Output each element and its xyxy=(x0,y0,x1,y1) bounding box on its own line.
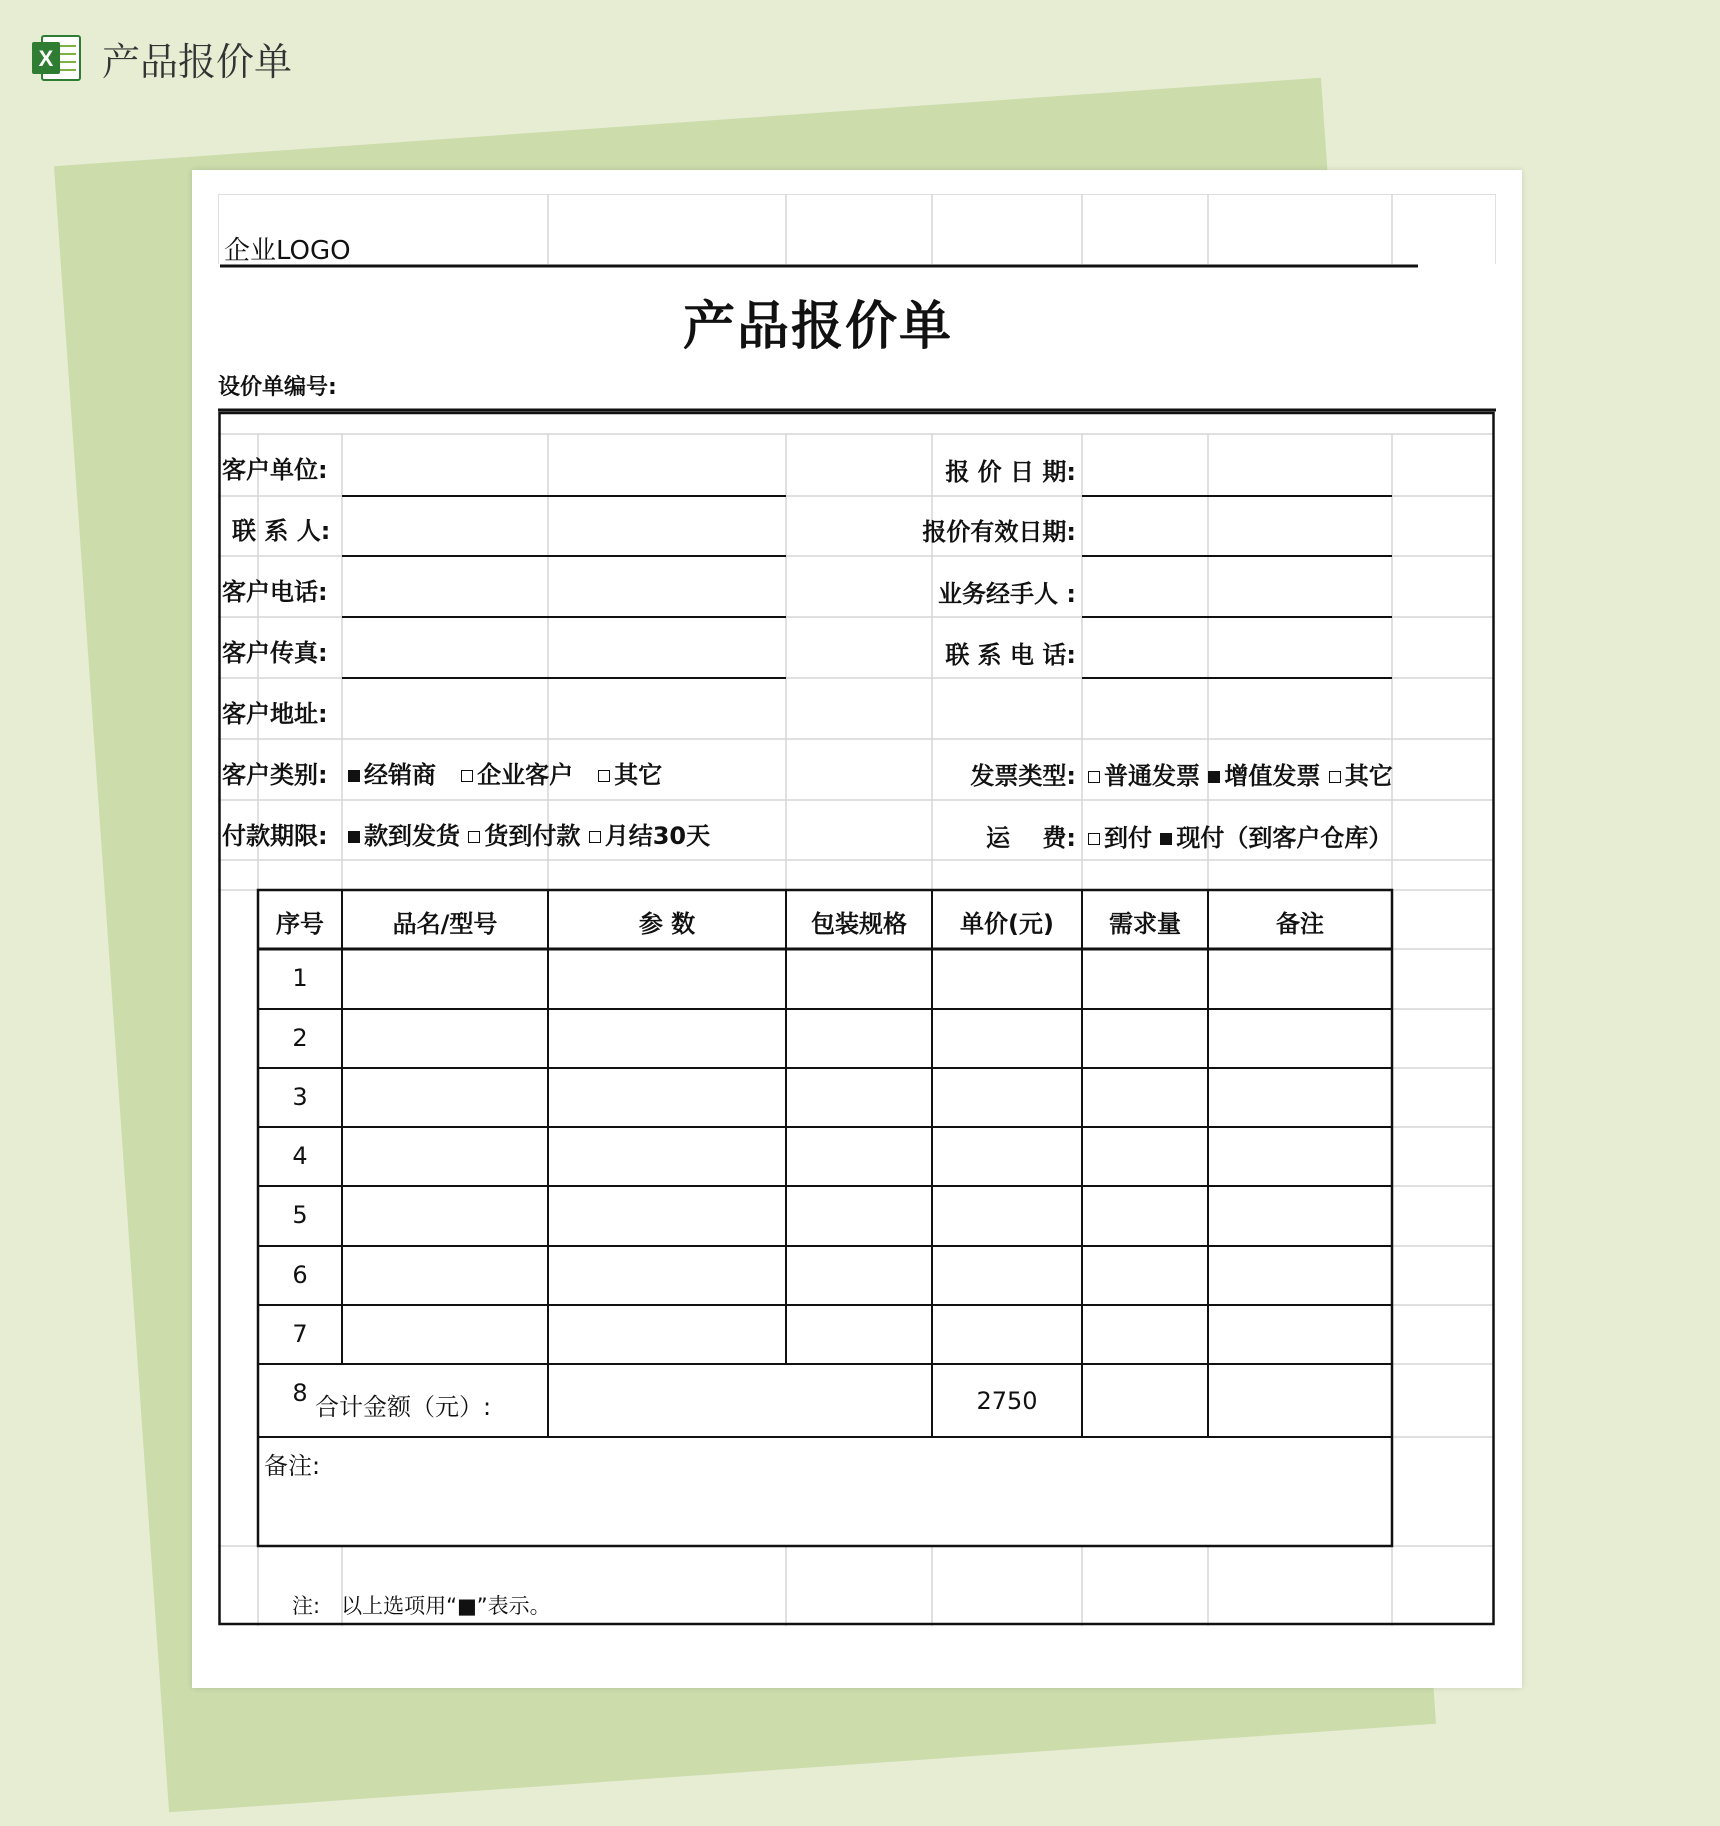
shipping-options xyxy=(1088,818,1392,853)
table-row-index: 8 xyxy=(292,1379,308,1407)
col-header-params: 参 数 xyxy=(638,910,696,938)
checkbox-other[interactable]: 其它 xyxy=(598,761,662,789)
quote-date-label: 报 价 日 期: xyxy=(945,458,1076,486)
contact-person-label: 联 系 人: xyxy=(232,517,331,545)
checkbox-vat-invoice[interactable]: 增值发票 xyxy=(1208,762,1320,790)
invoice-type-label: 发票类型: xyxy=(970,762,1076,790)
table-row-index: 2 xyxy=(292,1024,308,1052)
app-header xyxy=(28,28,292,88)
customer-company-label: 客户单位: xyxy=(222,456,328,484)
svg-text:X: X xyxy=(38,46,54,71)
unchecked-box-icon xyxy=(461,770,473,782)
customer-type-label: 客户类别: xyxy=(222,761,328,789)
payment-terms-label: 付款期限: xyxy=(222,822,328,850)
contact-phone-label: 联 系 电 话: xyxy=(945,641,1076,669)
checkbox-normal-invoice[interactable]: 普通发票 xyxy=(1088,762,1200,790)
table-row-index: 3 xyxy=(292,1083,308,1111)
col-header-packaging: 包装规格 xyxy=(811,910,907,938)
app-title: 产品报价单 xyxy=(102,39,293,84)
checkbox-cash-on-delivery[interactable]: 货到付款 xyxy=(468,822,580,850)
col-header-quantity: 需求量 xyxy=(1109,910,1181,938)
company-logo-placeholder: 企业LOGO xyxy=(224,236,351,266)
checked-box-icon xyxy=(348,831,360,843)
document-title: 产品报价单 xyxy=(682,297,953,357)
invoice-type-options xyxy=(1088,756,1393,791)
checkbox-monthly-30[interactable]: 月结30天 xyxy=(589,822,710,850)
excel-icon xyxy=(28,30,84,86)
quote-valid-date-label: 报价有效日期: xyxy=(922,518,1076,546)
unchecked-box-icon xyxy=(1088,833,1100,845)
col-header-product: 品名/型号 xyxy=(392,910,498,938)
table-row-index: 5 xyxy=(292,1201,308,1229)
checked-box-icon xyxy=(1160,833,1172,845)
checkbox-freight-prepaid[interactable]: 现付（到客户仓库） xyxy=(1160,824,1392,852)
sheet-grid xyxy=(218,194,1496,1656)
checked-box-icon xyxy=(1208,771,1220,783)
unchecked-box-icon xyxy=(1088,771,1100,783)
checkbox-dealer[interactable]: 经销商 xyxy=(348,761,436,789)
table-row-index: 1 xyxy=(292,964,308,992)
total-label: 合计金额（元）: xyxy=(314,1393,492,1421)
customer-phone-label: 客户电话: xyxy=(222,578,328,606)
table-row-index: 7 xyxy=(292,1320,308,1348)
col-header-index: 序号 xyxy=(276,910,324,938)
remarks-label: 备注: xyxy=(264,1452,321,1480)
col-header-unit-price: 单价(元) xyxy=(960,910,1054,938)
shipping-label: 运 费: xyxy=(986,824,1076,852)
payment-terms-options xyxy=(348,816,710,851)
sales-agent-label: 业务经手人 : xyxy=(938,580,1076,608)
checkbox-freight-collect[interactable]: 到付 xyxy=(1088,824,1152,852)
unchecked-box-icon xyxy=(1329,771,1341,783)
checkbox-other-invoice[interactable]: 其它 xyxy=(1329,762,1393,790)
customer-type-options xyxy=(348,755,662,790)
customer-address-label: 客户地址: xyxy=(222,700,328,728)
col-header-remarks: 备注 xyxy=(1276,910,1324,938)
quote-number-label: 设价单编号: xyxy=(218,375,337,400)
unchecked-box-icon xyxy=(468,831,480,843)
total-value: 2750 xyxy=(976,1387,1038,1415)
checked-box-icon xyxy=(348,770,360,782)
table-row-index: 6 xyxy=(292,1261,308,1289)
checkbox-enterprise[interactable]: 企业客户 xyxy=(461,761,573,789)
unchecked-box-icon xyxy=(598,770,610,782)
checkbox-pay-before-ship[interactable]: 款到发货 xyxy=(348,822,460,850)
customer-fax-label: 客户传真: xyxy=(222,639,328,667)
unchecked-box-icon xyxy=(589,831,601,843)
quote-sheet xyxy=(192,170,1522,1688)
footnote: 注: 以上选项用“■”表示。 xyxy=(292,1594,551,1618)
table-row-index: 4 xyxy=(292,1142,308,1170)
